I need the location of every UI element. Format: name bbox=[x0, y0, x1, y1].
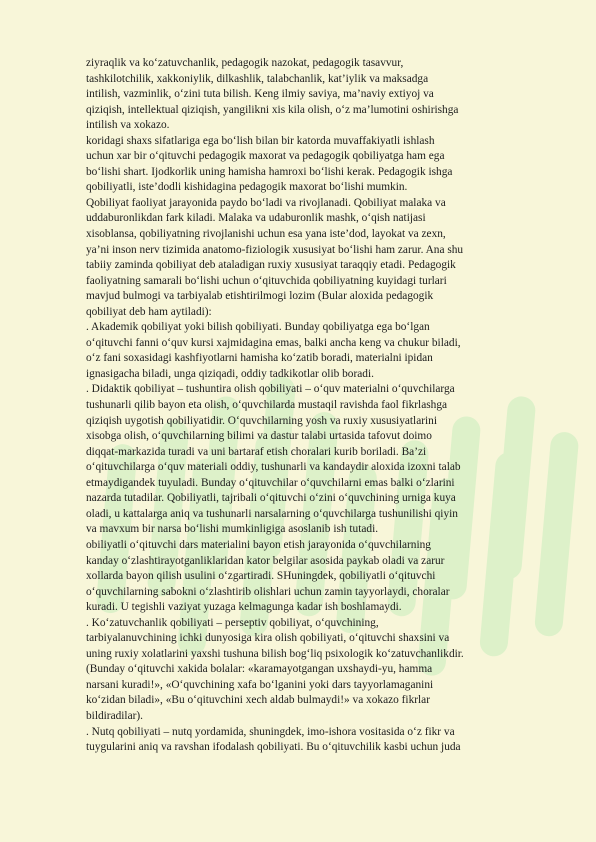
text-line: diqqat-markazida turadi va uni bartaraf etish choralari kurib boriladi. Ba’zi bbox=[86, 445, 427, 458]
text-line: qobiliyatli, iste’dodli kishidagina pedagogik maxorat bo‘lishi mumkin. bbox=[86, 181, 408, 194]
text-line: o‘qituvchi fanni o‘quv kursi xajmidagina emas, balki ancha keng va chukur biladi, bbox=[86, 336, 461, 349]
text-line: bildiradilar). bbox=[86, 709, 144, 722]
text-line: intilish, vazminlik, o‘zini tuta bilish. Keng ilmiy saviya, ma’naviy extiyoj va bbox=[86, 88, 434, 101]
text-line: obiliyatli o‘qituvchi dars materialini bayon etish jarayonida o‘quvchilarning bbox=[86, 538, 431, 551]
text-line: Qobiliyat faoliyat jarayonida paydo bo‘ladi va rivojlanadi. Qobiliyat malaka va bbox=[86, 196, 446, 209]
text-line: (Bunday o‘qituvchi xakida bolalar: «karamayotgangan uxshaydi-yu, hamma bbox=[86, 663, 433, 676]
text-line: qiziqish, intellektual qiziqish, yangilikni xis kila olish, o‘z ma’lumotini oshirishga bbox=[86, 103, 459, 116]
text-line: mavjud bulmogi va tarbiyalab etishtirilmogi lozim (Bular aloxida pedagogik bbox=[86, 290, 434, 303]
text-line: . Akademik qobiliyat yoki bilish qobiliyati. Bunday qobiliyatga ega bo‘lgan bbox=[86, 321, 430, 334]
text-line: koridagi shaxs sifatlariga ega bo‘lish bilan bir katorda muvaffakiyatli ishlash bbox=[86, 134, 435, 147]
text-line: o‘z fani soxasidagi kashfiyotlarni hamisha ko‘zatib boradi, materialni ipidan bbox=[86, 352, 433, 365]
text-line: qiziqish uygotish qobiliyatidir. O‘quvchilarning yosh va ruxiy xususiyatlarini bbox=[86, 414, 437, 427]
text-line: tabiiy zaminda qobiliyat deb ataladigan ruxiy xususiyat taraqqiy etadi. Pedagogik bbox=[86, 259, 456, 272]
text-line: xisoblansa, qobiliyatning rivojlanishi uchun esa yana iste’dod, layokat va zexn, bbox=[86, 228, 446, 241]
text-line: intilish va xokazo. bbox=[86, 119, 170, 132]
text-line: uchun xar bir o‘qituvchi pedagogik maxorat va pedagogik qobiliyatga ham ega bbox=[86, 150, 445, 163]
text-line: ignasigacha biladi, unga qiziqadi, oddiy tadkikotlar olib boradi. bbox=[86, 367, 374, 380]
text-line: . Didaktik qobiliyat – tushuntira olish qobiliyati – o‘quv materialni o‘quvchilarga bbox=[86, 383, 455, 396]
text-line: o‘quvchilarning sabokni o‘zlashtirib olishlari uchun zamin tayyorlaydi, choralar bbox=[86, 585, 450, 598]
text-line: . Ko‘zatuvchanlik qobiliyati – perseptiv qobiliyat, o‘quvchining, bbox=[86, 616, 379, 629]
text-line: o‘qituvchilarga o‘quv materiali oddiy, tushunarli va kandaydir aloxida izoxni talab bbox=[86, 461, 461, 474]
text-line: bo‘lishi shart. Ijodkorlik uning hamisha hamroxi bo‘lishi kerak. Pedagogik ishga bbox=[86, 165, 453, 178]
text-line: faoliyatning samarali bo‘lishi uchun o‘qituvchida qobiliyatning kuyidagi turlari bbox=[86, 274, 447, 287]
text-line: uning ruxiy xolatlarini yaxshi tushuna bilish bog‘liq psixologik ko‘zatuvchanlikdir. bbox=[86, 647, 464, 660]
text-line: tuygularini aniq va ravshan ifodalash qobiliyati. Bu o‘qituvchilik kasbi uchun juda bbox=[86, 741, 461, 754]
text-line: qobiliyat deb ham aytiladi): bbox=[86, 305, 212, 318]
text-line: xisobga olish, o‘quvchilarning bilimi va dastur talabi urtasida tafovut doimo bbox=[86, 430, 432, 443]
text-line: va mavxum bir narsa bo‘lishi mumkinligiga asoslanib ish tutadi. bbox=[86, 523, 379, 536]
text-line: tashkilotchilik, xakkoniylik, dilkashlik, talabchanlik, kat’iylik va maksadga bbox=[86, 72, 429, 85]
text-line: narsani kuradi!», «O‘quvchining xafa bo‘lganini yoki dars tayyorlamaganini bbox=[86, 678, 434, 691]
text-line: kuradi. U tegishli vaziyat yuzaga kelmagunga kadar ish boshlamaydi. bbox=[86, 601, 402, 614]
text-line: tarbiyalanuvchining ichki dunyosiga kira olish qobiliyati, o‘qituvchi shaxsini va bbox=[86, 632, 450, 645]
text-line: . Nutq qobiliyati – nutq yordamida, shuningdek, imo-ishora vositasida o‘z fikr va bbox=[86, 725, 455, 738]
text-line: uddaburonlikdan fark kiladi. Malaka va udaburonlik mashk, o‘qish natijasi bbox=[86, 212, 426, 225]
text-line: etmaydigandek tuyuladi. Bunday o‘qituvchilar o‘quvchilarni emas balki o‘zlarini bbox=[86, 476, 455, 489]
text-line: oladi, u kattalarga aniq va tushunarli narsalarning o‘quvchilarga tushunilishi qiyin bbox=[86, 507, 458, 520]
text-line: ya’ni inson nerv tizimida anatomo-fiziologik xususiyat bo‘lishi ham zarur. Ana shu bbox=[86, 243, 464, 256]
text-line: nazarda tutadilar. Qobiliyatli, tajribali o‘qituvchi o‘zini o‘quvchining urniga kuya bbox=[86, 492, 456, 505]
text-line: ko‘zidan biladi», «Bu o‘qituvchini xech aldab bulmaydi!» va xokazo fikrlar bbox=[86, 694, 430, 707]
text-line: ziyraqlik va ko‘zatuvchanlik, pedagogik nazokat, pedagogik tasavvur, bbox=[86, 57, 404, 69]
text-line: xollarda bayon qilish usulini o‘zgartiradi. SHuningdek, qobiliyatli o‘qituvchi bbox=[86, 570, 436, 583]
document-body bbox=[86, 56, 532, 756]
text-line: tushunarli qilib bayon eta olish, o‘quvchilarda mustaqil ravishda faol fikrlashga bbox=[86, 399, 448, 412]
text-line: kanday o‘zlashtirayotganliklaridan kator belgilar asosida paykab oladi va zarur bbox=[86, 554, 445, 567]
